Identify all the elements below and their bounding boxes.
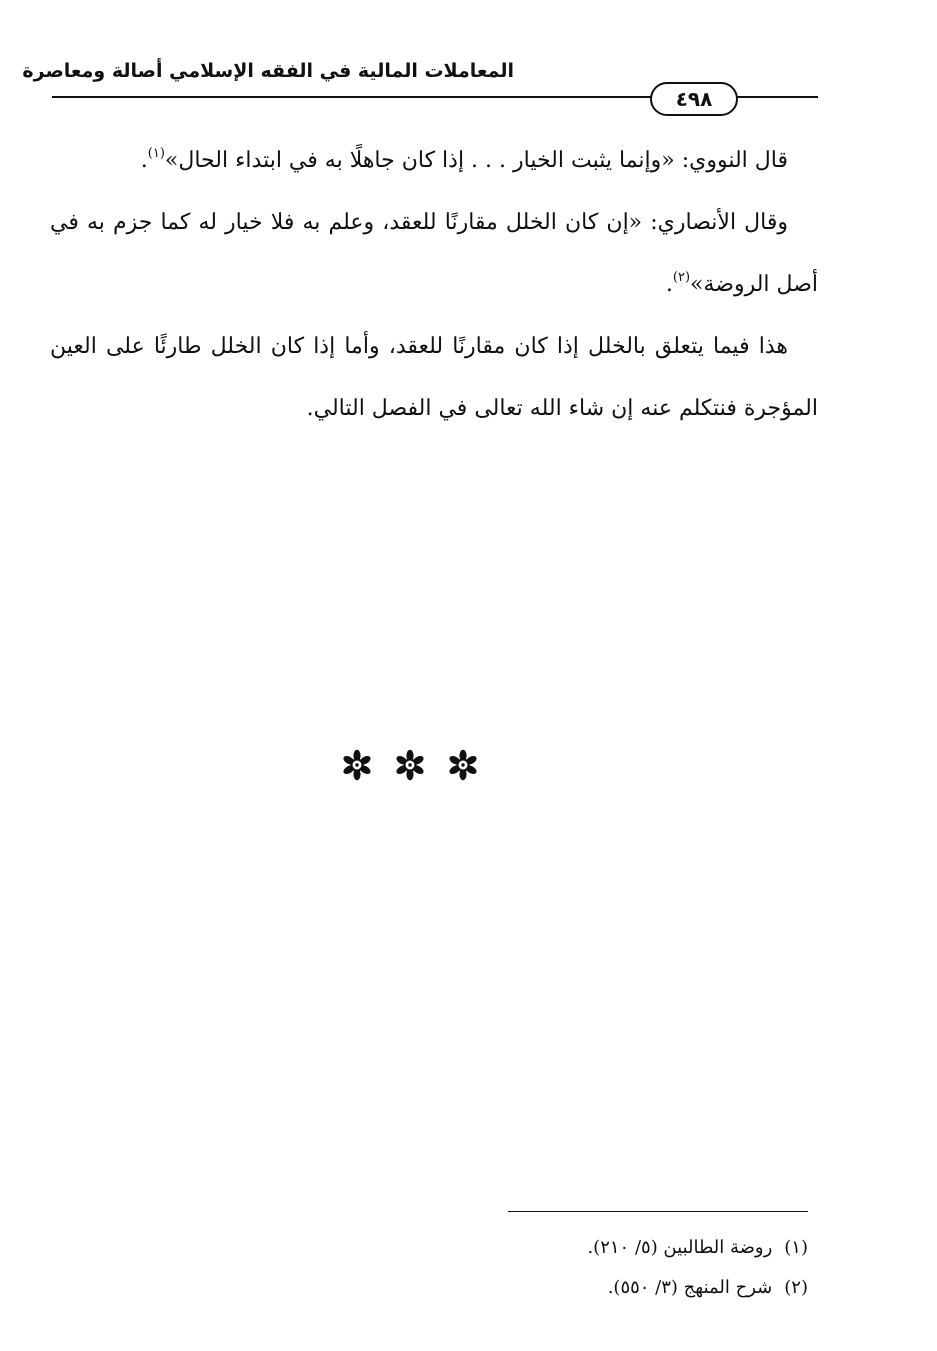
paragraph-text: وقال الأنصاري: «إن كان الخلل مقارنًا للعقد، وعلم به فلا خيار له كما جزم به في أصل الروضة» [50, 210, 818, 297]
paragraph-tail: . [140, 148, 148, 173]
footnote-item [440, 1268, 808, 1308]
footnote-reference: (١) [147, 146, 165, 161]
flower-ornament-icon [446, 748, 480, 782]
footnote-text: روضة الطالبين (٥/ ٢١٠). [587, 1237, 773, 1258]
paragraph-text: قال النووي: «وإنما يثبت الخيار . . . إذا كان جاهلًا به في ابتداء الحال» [164, 148, 788, 173]
footnote-item [440, 1228, 808, 1268]
section-ornaments [340, 745, 480, 785]
footnotes [440, 1228, 808, 1308]
footnote-text: شرح المنهج (٣/ ٥٥٠). [607, 1277, 773, 1298]
flower-ornament-icon [393, 748, 427, 782]
page-number: ٤٩٨ [650, 82, 738, 116]
paragraph-nawawi-quote [50, 130, 818, 192]
paragraph-text: هذا فيما يتعلق بالخلل إذا كان مقارنًا للعقد، وأما إذا كان الخلل طارئًا على العين المؤجرة فنتكلم عنه إن شاء الله تعالى في الفصل التالي. [50, 334, 818, 421]
footnote-reference: (٢) [672, 270, 691, 285]
paragraph-conclusion [50, 316, 818, 440]
running-title: المعاملات المالية في الفقه الإسلامي أصالة ومعاصرة [22, 60, 514, 82]
footnote-number: (١) [784, 1237, 808, 1258]
flower-ornament-icon [340, 748, 374, 782]
footnote-separator [508, 1211, 808, 1212]
body-text [50, 130, 818, 440]
paragraph-ansari-quote [50, 192, 818, 316]
paragraph-tail: . [665, 272, 673, 297]
footnote-number: (٢) [784, 1277, 808, 1298]
